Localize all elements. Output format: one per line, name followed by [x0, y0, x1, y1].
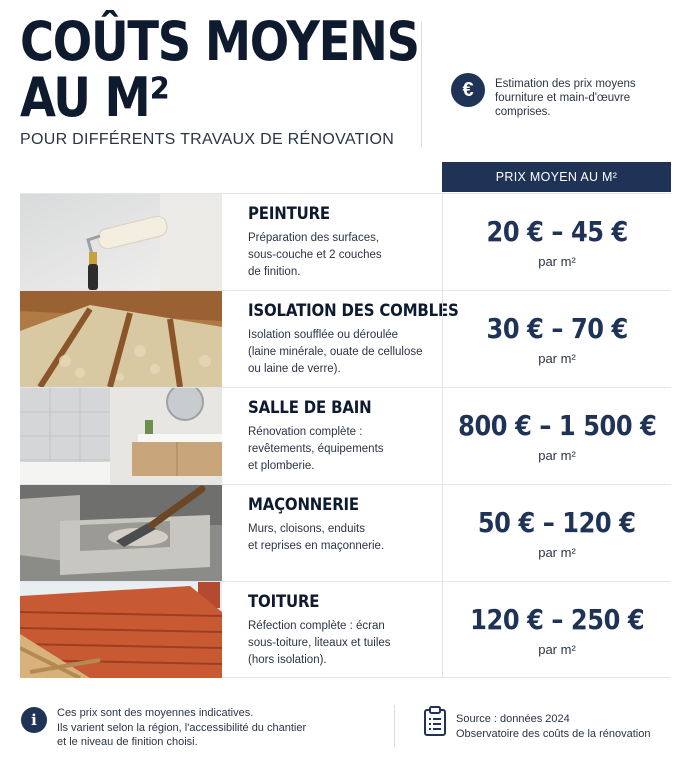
price-column-header: PRIX MOYEN AU M² — [442, 162, 671, 192]
clipboard-icon — [423, 706, 447, 736]
footer-note: Ces prix sont des moyennes indicatives. Ils varient selon la région, l'accessibilité du chantier et le niveau de finition choisi. — [57, 707, 307, 748]
table-row — [20, 581, 671, 678]
page-subtitle: POUR DIFFÉRENTS TRAVAUX DE RÉNOVATION — [20, 131, 395, 148]
row-description: Réfection complète : écran sous-toiture, liteaux et tuiles (hors isolation). — [248, 620, 391, 666]
attic-insulation-image — [20, 291, 222, 387]
footer-divider — [394, 705, 395, 747]
estimation-note: Estimation des prix moyens fourniture et main-d'œuvre comprises. — [495, 78, 636, 118]
source-line-2: Observatoire des coûts de la rénovation — [456, 727, 651, 740]
price-unit: par m² — [538, 254, 576, 269]
price-unit: par m² — [538, 448, 576, 463]
row-description: Préparation des surfaces, sous-couche et 2 couches de finition. — [248, 232, 382, 278]
table-row — [20, 290, 671, 387]
row-description: Isolation soufflée ou déroulée (laine minérale, ouate de cellulose ou laine de verre). — [248, 329, 423, 375]
row-title: MAÇONNERIE — [248, 495, 359, 515]
row-title: TOITURE — [248, 592, 320, 612]
paint-roller-image — [20, 194, 222, 290]
cost-table — [20, 193, 671, 678]
table-row — [20, 387, 671, 484]
price-range: 50 € – 120 € — [478, 506, 636, 539]
price-range: 20 € – 45 € — [486, 215, 628, 248]
row-title: ISOLATION DES COMBLES — [248, 301, 459, 321]
masonry-image — [20, 485, 222, 581]
row-description: Rénovation complète : revêtements, équipements et plomberie. — [248, 426, 384, 472]
price-range: 120 € – 250 € — [469, 603, 645, 636]
bathroom-image — [20, 388, 222, 484]
row-description: Murs, cloisons, enduits et reprises en maçonnerie. — [248, 523, 385, 552]
header-divider — [421, 22, 422, 147]
row-title: PEINTURE — [248, 204, 330, 224]
price-unit: par m² — [538, 642, 576, 657]
title-line-1: COÛTS MOYENS — [20, 10, 419, 73]
euro-icon: € — [451, 73, 485, 107]
price-unit: par m² — [538, 351, 576, 366]
source-line-1: Source : données 2024 — [456, 713, 570, 725]
row-title: SALLE DE BAIN — [248, 398, 372, 418]
roof-tiles-image — [20, 582, 222, 678]
price-unit: par m² — [538, 545, 576, 560]
page-title — [20, 10, 419, 129]
info-icon: i — [21, 707, 47, 733]
table-row — [20, 484, 671, 581]
title-line-2: AU M² — [20, 66, 169, 129]
price-range: 30 € – 70 € — [486, 312, 628, 345]
price-range: 800 € – 1 500 € — [457, 409, 657, 442]
table-row — [20, 193, 671, 290]
source-note — [456, 712, 650, 741]
